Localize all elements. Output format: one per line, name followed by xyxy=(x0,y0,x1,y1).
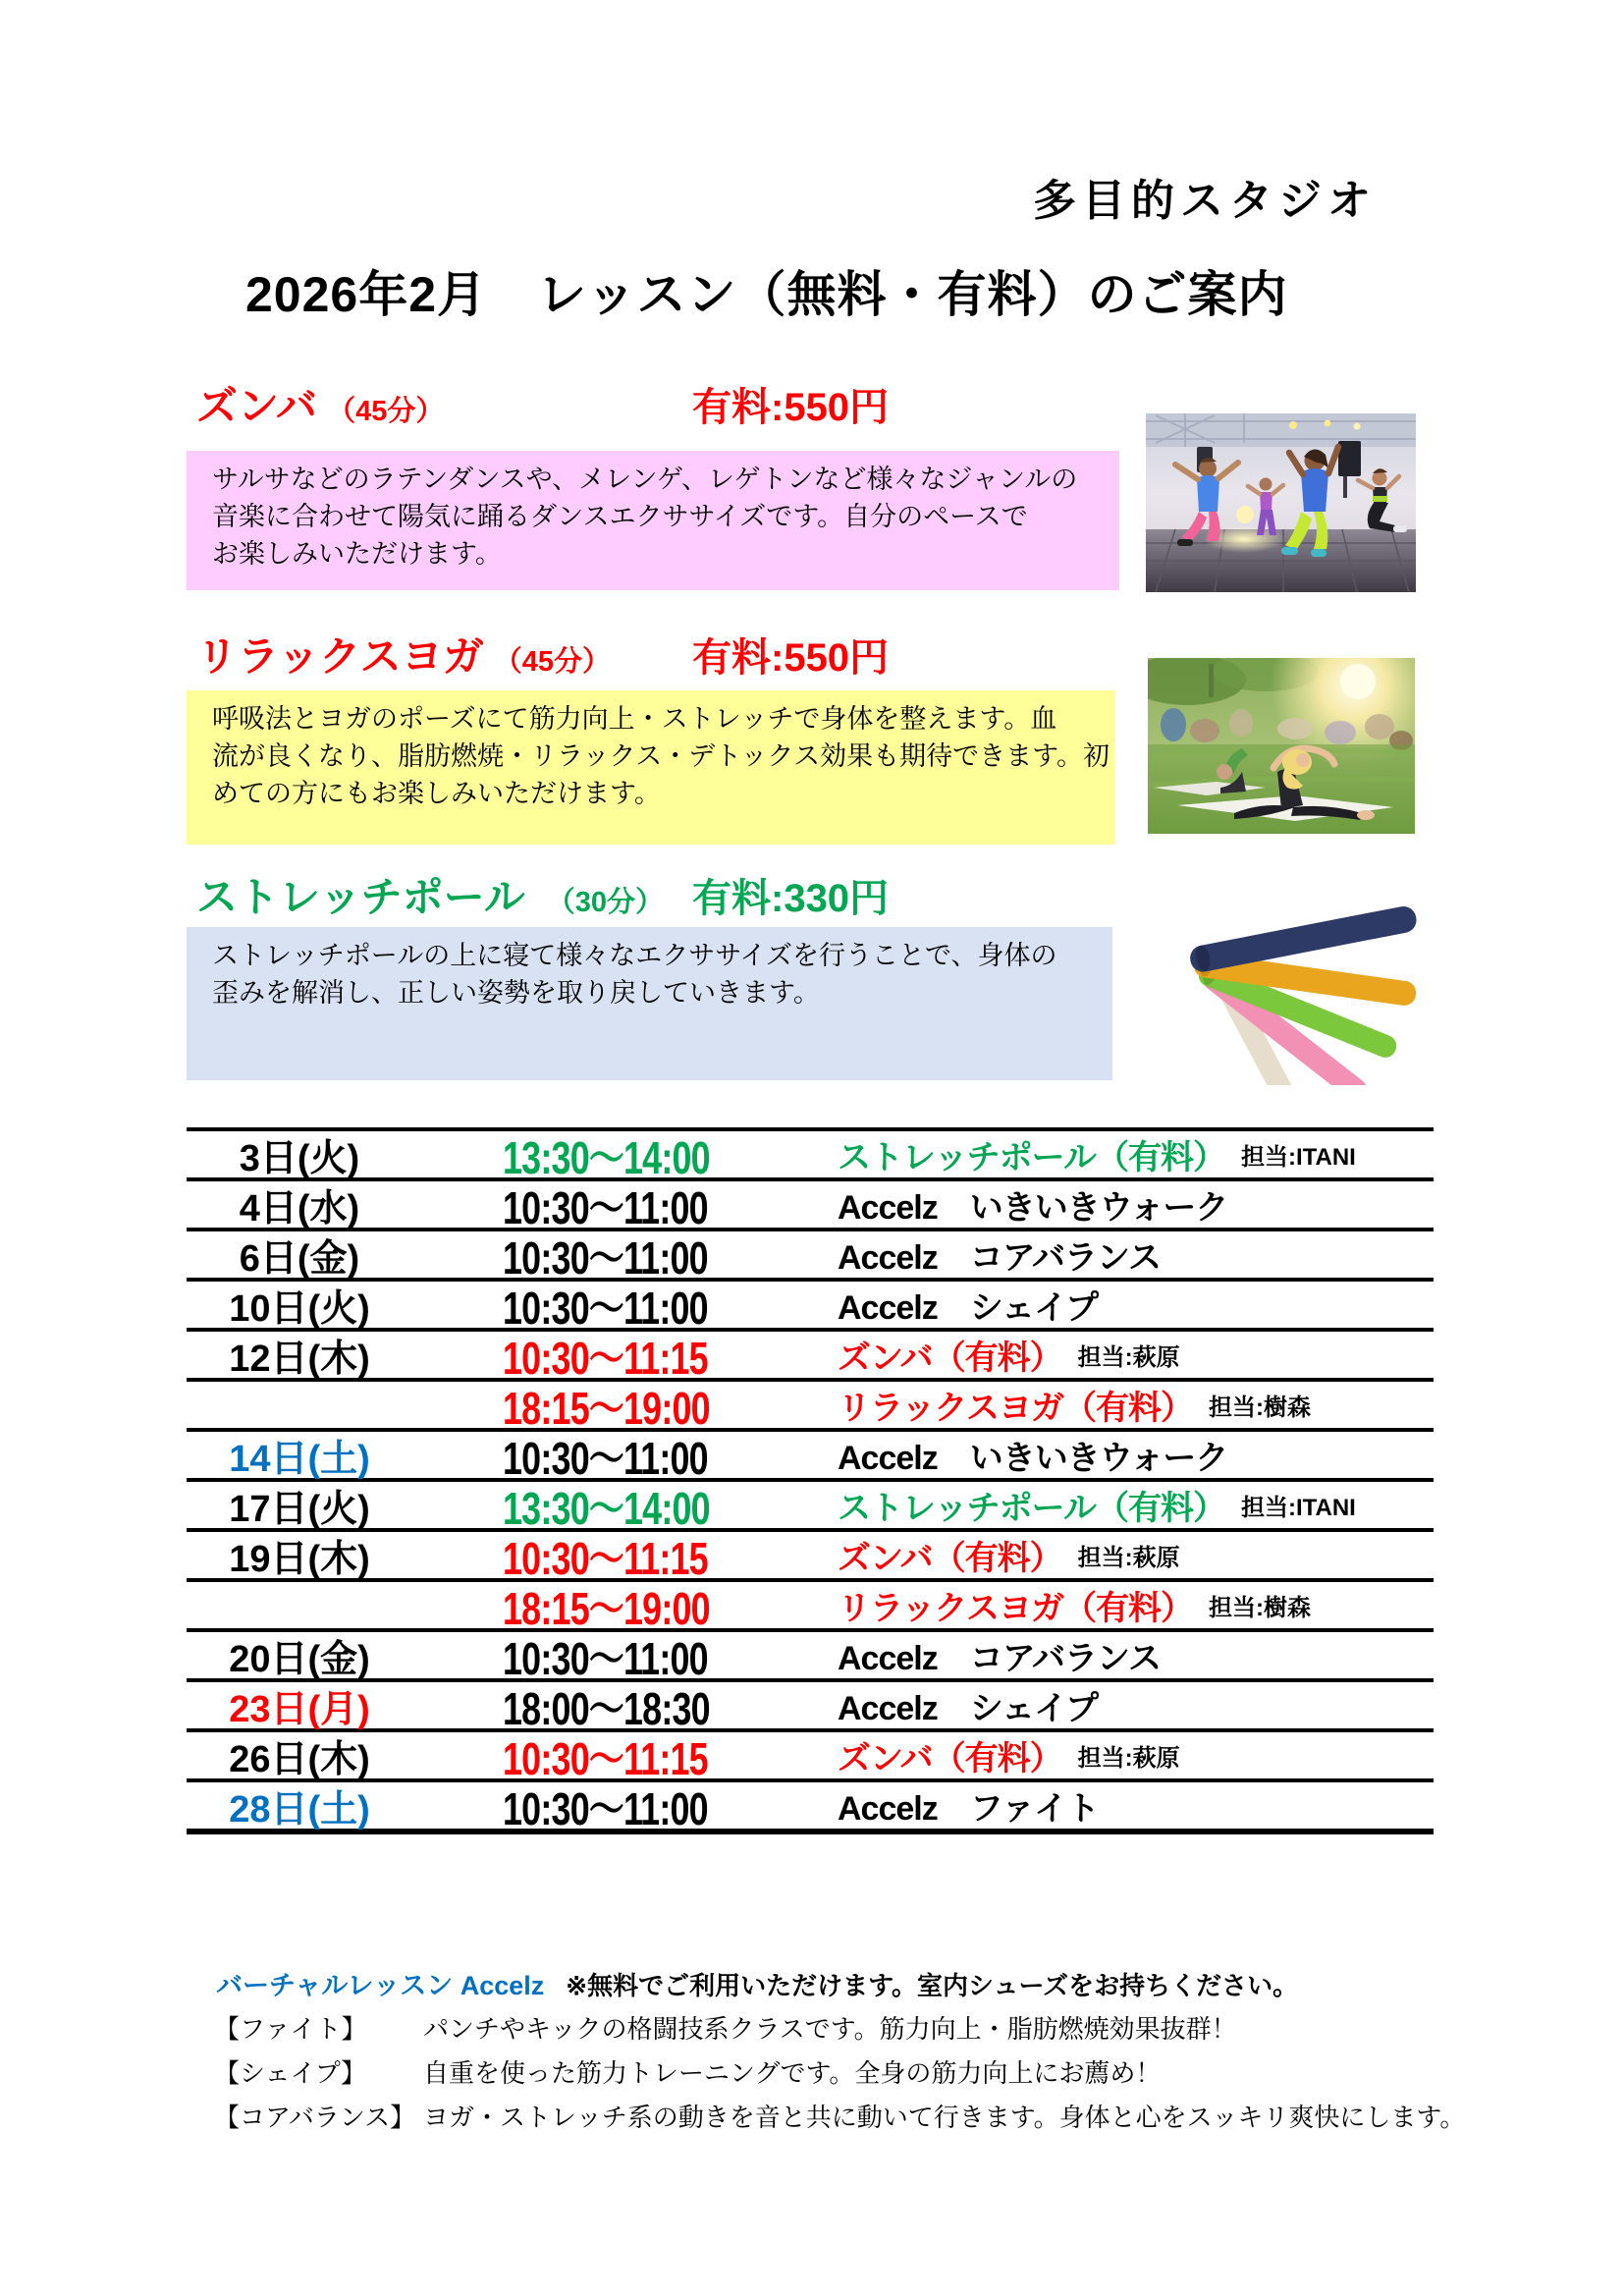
schedule-lesson xyxy=(797,1631,1434,1679)
schedule-lesson-name: ズンバ（有料） xyxy=(838,1339,1062,1377)
lesson-duration-yoga: （45分） xyxy=(493,646,612,678)
schedule-date: 17日(火) xyxy=(229,1489,370,1530)
schedule-date: 19日(木) xyxy=(229,1539,370,1580)
studio-label: 多目的スタジオ xyxy=(1033,177,1377,225)
footer-item-label: 【コアバランス】 xyxy=(214,2103,416,2132)
schedule-staff: 担当:ITANI xyxy=(1240,1144,1356,1171)
schedule-date: 14日(土) xyxy=(229,1439,370,1480)
schedule-date: 23日(月) xyxy=(229,1689,370,1730)
description-line: 流が良くなり、脂肪燃焼・リラックス・デトックス効果も期待できます。初 xyxy=(212,741,1110,771)
table-row xyxy=(187,1782,1434,1834)
schedule-date: 28日(土) xyxy=(229,1789,370,1831)
zumba-description-box xyxy=(187,451,1119,590)
schedule-date: 6日(金) xyxy=(239,1238,360,1280)
virtual-lesson-free-note: ※無料でご利用いただけます。室内シューズをお持ちください。 xyxy=(566,1971,1299,2000)
lesson-name-zumba: ズンバ （45分） xyxy=(196,383,445,429)
schedule-lesson xyxy=(797,1180,1434,1229)
schedule-lesson xyxy=(797,1281,1434,1329)
lesson-price-zumba: 有料:550円 xyxy=(692,386,890,429)
schedule-lesson-name: Accelz シェイプ xyxy=(838,1690,1099,1727)
footer-item-description: パンチやキックの格闘技系クラスです。筋力向上・脂肪燃焼効果抜群！ xyxy=(423,2014,1237,2044)
schedule-time-value: 18:15～19:00 xyxy=(503,1382,710,1434)
schedule-lesson-name: Accelz いきいきウォーク xyxy=(838,1440,1228,1477)
lesson-price-yoga: 有料:550円 xyxy=(692,636,890,680)
footer-item-description: ヨガ・ストレッチ系の動きを音と共に動いて行きます。身体と心をスッキリ爽快にします。 xyxy=(423,2103,1466,2132)
schedule-time-value: 10:30～11:00 xyxy=(503,1231,708,1284)
lesson-duration-zumba: （45分） xyxy=(327,396,445,427)
lesson-name-pole: ストレッチポール （30分） xyxy=(196,874,665,920)
schedule-time-value: 10:30～11:00 xyxy=(503,1632,708,1684)
table-row xyxy=(187,1432,1434,1482)
schedule-lesson-name: ズンバ（有料） xyxy=(838,1740,1062,1777)
schedule-lesson-name: Accelz コアバランス xyxy=(838,1239,1161,1277)
schedule-lesson-name: リラックスヨガ（有料） xyxy=(838,1590,1193,1627)
schedule-lesson xyxy=(797,1781,1434,1830)
schedule-lesson-name: ストレッチポール（有料） xyxy=(838,1490,1225,1527)
schedule-time xyxy=(503,1774,797,1838)
description-line: 歪みを解消し、正しい姿勢を取り戻していきます。 xyxy=(212,978,820,1008)
description-line: 呼吸法とヨガのポーズにて筋力向上・ストレッチで身体を整えます。血 xyxy=(212,704,1057,734)
schedule-lesson xyxy=(797,1331,1434,1379)
schedule-lesson-name: Accelz ファイト xyxy=(838,1790,1100,1828)
description-line: 音楽に合わせて陽気に踊るダンスエクササイズです。自分のペースで xyxy=(212,502,1028,531)
outdoor-yoga-photo xyxy=(1148,658,1415,834)
lesson-price-pole: 有料:330円 xyxy=(692,877,890,920)
virtual-lesson-descriptions xyxy=(214,2005,1465,2138)
table-row xyxy=(187,1582,1434,1632)
schedule-staff: 担当:樹森 xyxy=(1208,1394,1311,1421)
table-row xyxy=(187,1181,1434,1231)
schedule-staff: 担当:樹森 xyxy=(1208,1595,1311,1621)
page-title: 2026年2月 レッスン（無料・有料）のご案内 xyxy=(245,267,1288,322)
table-row xyxy=(187,1382,1434,1432)
schedule-time-value: 10:30～11:15 xyxy=(503,1732,708,1784)
table-row xyxy=(187,1682,1434,1732)
schedule-date: 26日(木) xyxy=(229,1739,370,1780)
pole-description-box xyxy=(187,927,1112,1080)
schedule-time-value: 10:30～11:15 xyxy=(503,1532,708,1584)
schedule-lesson xyxy=(797,1531,1434,1579)
virtual-lesson-note xyxy=(216,1964,1298,2002)
lesson-duration-pole: （30分） xyxy=(546,887,665,918)
lesson-name-yoga: リラックスヨガ （45分） xyxy=(196,633,612,680)
table-row xyxy=(187,1732,1434,1782)
footer-item-label: 【ファイト】 xyxy=(214,2014,367,2044)
description-line: めての方にもお楽しみいただけます。 xyxy=(212,779,661,808)
schedule-lesson-name: Accelz いきいきウォーク xyxy=(838,1189,1228,1227)
schedule-date: 12日(木) xyxy=(229,1339,370,1380)
schedule-time-value: 13:30～14:00 xyxy=(503,1131,710,1183)
schedule-time-value: 18:00～18:30 xyxy=(503,1682,710,1734)
schedule-date: 10日(火) xyxy=(229,1288,370,1330)
schedule-date: 20日(金) xyxy=(229,1639,370,1680)
stretch-pole-photo xyxy=(1176,895,1434,1085)
table-row xyxy=(187,1632,1434,1682)
footer-item xyxy=(214,2005,1465,2050)
table-row xyxy=(187,1131,1434,1181)
table-row xyxy=(187,1482,1434,1532)
schedule-time-value: 13:30～14:00 xyxy=(503,1482,710,1534)
footer-item-description: 自重を使った筋力トレーニングです。全身の筋力向上にお薦め！ xyxy=(423,2058,1162,2088)
schedule-time-value: 10:30～11:00 xyxy=(503,1282,708,1334)
schedule-date: 3日(火) xyxy=(239,1138,360,1179)
schedule-staff: 担当:萩原 xyxy=(1077,1545,1180,1571)
schedule-lesson xyxy=(797,1481,1434,1529)
zumba-class-photo xyxy=(1146,413,1416,592)
yoga-description-box xyxy=(187,690,1114,845)
schedule-lesson-name: Accelz コアバランス xyxy=(838,1640,1161,1677)
schedule-lesson xyxy=(797,1681,1434,1729)
table-row xyxy=(187,1282,1434,1332)
schedule-date: 4日(水) xyxy=(239,1188,360,1230)
schedule-time-value: 10:30～11:00 xyxy=(503,1782,708,1834)
schedule-lesson-name: リラックスヨガ（有料） xyxy=(838,1390,1193,1427)
schedule-lesson xyxy=(797,1381,1434,1429)
virtual-lesson-title: バーチャルレッスン Accelz xyxy=(216,1971,545,2000)
footer-item xyxy=(214,2094,1465,2138)
schedule-time-value: 10:30～11:00 xyxy=(503,1432,708,1484)
schedule-time-value: 18:15～19:00 xyxy=(503,1582,710,1634)
schedule-time-value: 10:30～11:15 xyxy=(503,1332,708,1384)
schedule-lesson xyxy=(797,1230,1434,1279)
schedule-lesson-name: ズンバ（有料） xyxy=(838,1540,1062,1577)
schedule-staff: 担当:萩原 xyxy=(1077,1344,1180,1371)
schedule-lesson xyxy=(797,1581,1434,1629)
schedule-lesson-name: ストレッチポール（有料） xyxy=(838,1139,1225,1176)
schedule-lesson xyxy=(797,1130,1434,1178)
schedule-time-value: 10:30～11:00 xyxy=(503,1181,708,1233)
footer-item-label: 【シェイプ】 xyxy=(214,2058,366,2088)
description-line: ストレッチポールの上に寝て様々なエクササイズを行うことで、身体の xyxy=(212,941,1057,970)
description-line: お楽しみいただけます。 xyxy=(212,539,502,569)
table-row xyxy=(187,1332,1434,1382)
schedule-table xyxy=(187,1127,1434,1834)
schedule-lesson xyxy=(797,1431,1434,1479)
schedule-lesson xyxy=(797,1731,1434,1779)
schedule-staff: 担当:ITANI xyxy=(1240,1495,1356,1521)
footer-item xyxy=(214,2050,1465,2094)
description-line: サルサなどのラテンダンスや、メレンゲ、レゲトンなど様々なジャンルの xyxy=(212,465,1078,494)
schedule-lesson-name: Accelz シェイプ xyxy=(838,1289,1099,1327)
table-row xyxy=(187,1532,1434,1582)
schedule-staff: 担当:萩原 xyxy=(1077,1745,1180,1772)
table-row xyxy=(187,1231,1434,1282)
